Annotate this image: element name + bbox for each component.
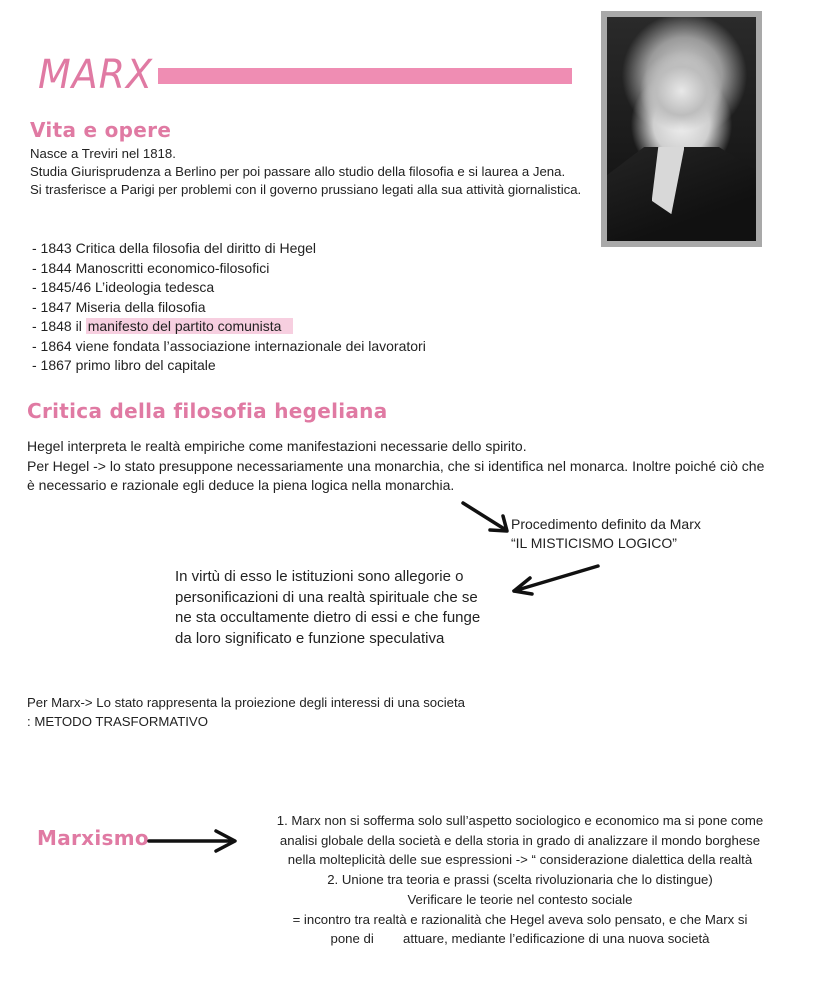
arrow-right-icon (146, 828, 238, 854)
virtu-line: ne sta occultamente dietro di essi e che funge (175, 609, 481, 626)
virtu-line: da loro significato e funzione speculativa (175, 629, 445, 647)
critica-line: è necessario e razionale egli deduce la piena logica nella monarchia. (27, 477, 455, 493)
vita-line: Nasce a Treviri nel 1818. (30, 146, 176, 161)
marxismo-line: 2. Unione tra teoria e prassi (scelta rivoluzionaria che lo distingue) (327, 872, 713, 888)
per-marx-line: : METODO TRASFORMATIVO (27, 714, 208, 729)
portrait-image (607, 17, 756, 241)
marxismo-line: nella molteplicità delle sue espressioni -> “ considerazione dialettica della realtà (287, 852, 753, 868)
section-heading-vita: Vita e opere (30, 118, 172, 142)
timeline-item: - 1847 Miseria della filosofia (32, 298, 206, 315)
marxismo-line: = incontro tra realtà e razionalità che Hegel aveva solo pensato, e che Marx si (292, 911, 748, 927)
timeline-item: - 1864 viene fondata l’associazione internazionale dei lavoratori (32, 337, 426, 354)
critica-text (27, 437, 764, 496)
marxismo-line: pone di attuare, mediante l’edificazione di una nuova società (330, 931, 710, 947)
timeline-item: - 1844 Manoscritti economico-filosofici (32, 259, 270, 276)
procedimento-line: “IL MISTICISMO LOGICO” (511, 535, 677, 551)
timeline-item-prefix: - 1848 il (32, 318, 86, 334)
virtu-text (175, 567, 480, 649)
arrow-down-right-icon (460, 500, 510, 536)
section-heading-marxismo: Marxismo (37, 826, 149, 850)
vita-text (30, 145, 581, 199)
per-marx-text (27, 693, 465, 731)
section-heading-critica: Critica della filosofia hegeliana (27, 399, 388, 423)
portrait-frame (601, 11, 762, 247)
timeline-item (32, 317, 426, 337)
arrow-left-icon (510, 563, 605, 595)
vita-line: Si trasferisce a Parigi per problemi con il governo prussiano legati alla sua attività giornalistica. (30, 182, 582, 197)
virtu-line: personificazioni di una realtà spirituale che se (175, 588, 478, 606)
marxismo-text (248, 811, 792, 949)
marxismo-line: Verificare le teorie nel contesto sociale (407, 891, 633, 907)
title-underline-bar (158, 68, 572, 84)
marxismo-line: analisi globale della società e della storia in grado di analizzare il mondo borghese (279, 832, 761, 848)
marxismo-line: 1. Marx non si sofferma solo sull’aspetto sociologico e economico ma si pone come (276, 813, 764, 828)
vita-line: Studia Giurisprudenza a Berlino per poi passare allo studio della filosofia e si laurea a Jena. (30, 164, 566, 179)
per-marx-line: Per Marx-> Lo stato rappresenta la proiezione degli interessi di una societa (27, 695, 465, 710)
timeline-item: - 1845/46 L’ideologia tedesca (32, 279, 215, 295)
timeline-item: - 1867 primo libro del capitale (32, 357, 216, 373)
virtu-line: In virtù di esso le istituzioni sono allegorie o (175, 568, 464, 585)
highlighted-text: manifesto del partito comunista (86, 318, 294, 334)
timeline-list (32, 239, 426, 376)
critica-line: Hegel interpreta le realtà empiriche come manifestazioni necessarie dello spirito. (27, 438, 527, 454)
procedimento-text (511, 515, 701, 553)
critica-line: Per Hegel -> lo stato presuppone necessariamente una monarchia, che si identifica nel monarca. Inoltre poiché ciò che (27, 457, 765, 474)
timeline-item: - 1843 Critica della filosofia del diritto di Hegel (32, 240, 317, 256)
page-title: MARX (38, 52, 154, 98)
procedimento-line: Procedimento definito da Marx (511, 516, 701, 532)
